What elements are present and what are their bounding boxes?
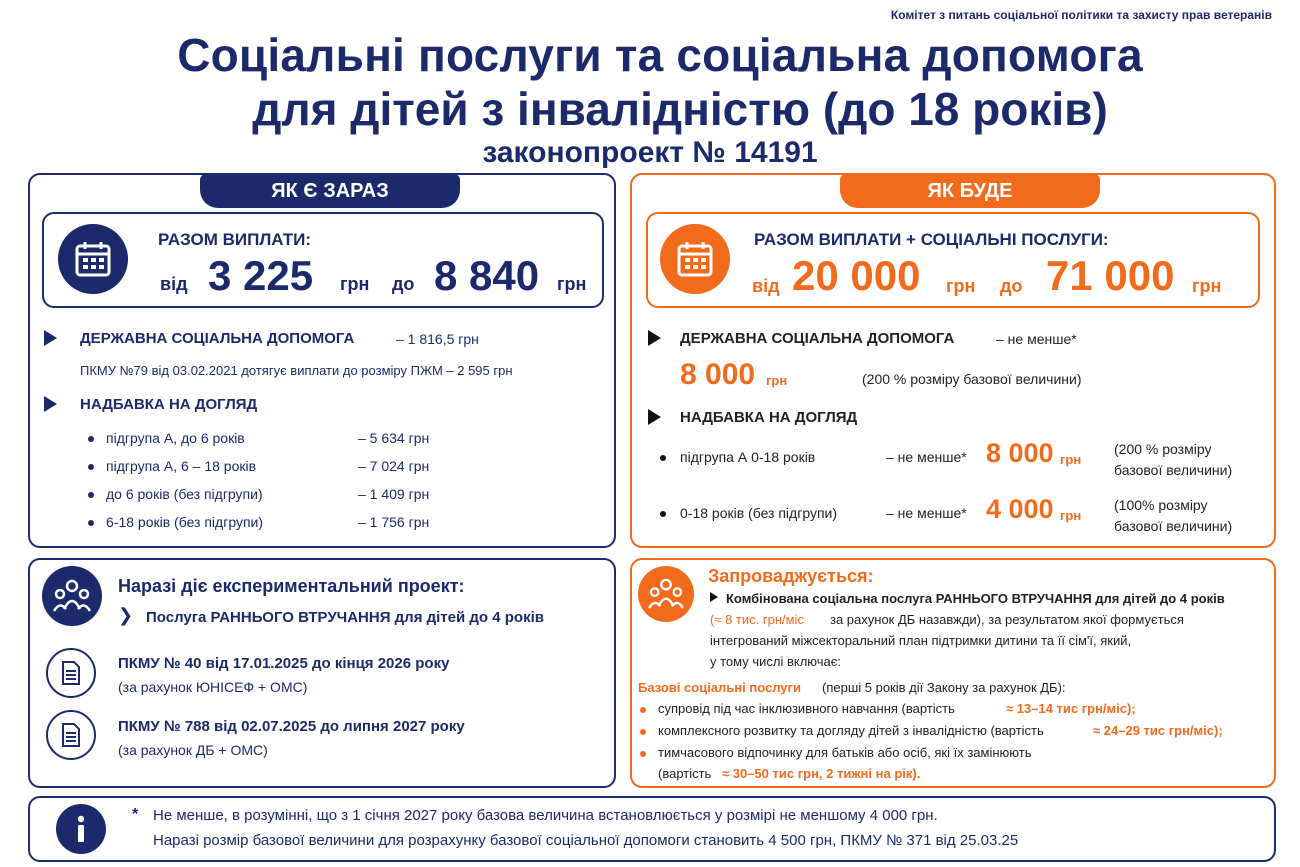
future-state-aid-suffix: – не менше* bbox=[996, 331, 1077, 347]
bullet bbox=[640, 729, 646, 735]
now-care-item-value: – 7 024 грн bbox=[358, 458, 430, 474]
now-from-word: від bbox=[160, 274, 188, 294]
introduced-item-cost: ≈ 13–14 тис грн/міс); bbox=[1006, 701, 1136, 716]
now-care-item-label: підгрупа А, до 6 років bbox=[106, 430, 245, 446]
future-care-item-value: 8 000 bbox=[986, 438, 1054, 468]
future-care-item-note2: базової величини) bbox=[1114, 462, 1233, 478]
introduced-basic-rest: (перші 5 років дії Закону за рахунок ДБ): bbox=[822, 680, 1066, 695]
page-title-line2: для дітей з інвалідністю (до 18 років) bbox=[252, 83, 1108, 135]
future-total-label: РАЗОМ ВИПЛАТИ + СОЦІАЛЬНІ ПОСЛУГИ: bbox=[754, 230, 1109, 249]
introduced-line3: інтегрований міжсекторальний план підтримки дитини та її сім'ї, який, bbox=[710, 633, 1132, 648]
now-currency-2: грн bbox=[557, 274, 587, 294]
experiment-doc1-title: ПКМУ № 40 від 17.01.2025 до кінця 2026 року bbox=[118, 655, 450, 672]
future-care-item-label: 0-18 років (без підгрупи) bbox=[680, 505, 838, 521]
now-to-value: 8 840 bbox=[434, 252, 540, 299]
future-care-label: НАДБАВКА НА ДОГЛЯД bbox=[680, 409, 858, 426]
calendar-icon bbox=[660, 224, 730, 294]
future-from-word: від bbox=[752, 276, 780, 296]
bullet bbox=[88, 436, 94, 442]
introduced-title: Запроваджується: bbox=[708, 566, 874, 586]
footnote-line1: Не менше, в розумінні, що з 1 січня 2027 року базова величина встановлюється у розмірі не меншому 4 000 грн. bbox=[153, 807, 938, 824]
now-state-aid-value: – 1 816,5 грн bbox=[396, 331, 479, 347]
calendar-icon bbox=[58, 224, 128, 294]
introduced-item-text: комплексного розвитку та догляду дітей з інвалідністю (вартість bbox=[658, 723, 1044, 738]
now-care-item-label: 6-18 років (без підгрупи) bbox=[106, 514, 264, 530]
footnote-star: * bbox=[132, 806, 139, 823]
page-title-line1: Соціальні послуги та соціальна допомога bbox=[177, 29, 1143, 81]
future-state-aid-value: 8 000 bbox=[680, 358, 756, 391]
bullet bbox=[88, 464, 94, 470]
future-care-item-currency: грн bbox=[1060, 508, 1082, 523]
future-care-item-prefix: – не менше* bbox=[886, 505, 967, 521]
play-triangle-icon bbox=[648, 330, 661, 346]
introduced-item-text: тимчасового відпочинку для батьків або осіб, які їх замінюють bbox=[658, 745, 1032, 760]
introduced-item3-cost: ≈ 30–50 тис грн, 2 тижні на рік). bbox=[722, 766, 921, 781]
experiment-doc1-sub: (за рахунок ЮНІСЕФ + ОМС) bbox=[118, 679, 308, 695]
experiment-title: Наразі діє експериментальний проект: bbox=[118, 576, 465, 596]
bullet bbox=[88, 492, 94, 498]
bill-number: законопроект № 14191 bbox=[482, 136, 818, 169]
introduced-item-cost: ≈ 24–29 тис грн/міс); bbox=[1093, 723, 1223, 738]
committee-name: Комітет з питань соціальної політики та захисту прав ветеранів bbox=[890, 8, 1272, 22]
future-care-item-note1: (200 % розміру bbox=[1114, 441, 1212, 457]
now-currency-1: грн bbox=[340, 274, 370, 294]
future-care-item-label: підгрупа А 0-18 років bbox=[680, 449, 816, 465]
future-state-aid-note: (200 % розміру базової величини) bbox=[862, 371, 1082, 387]
future-care-item-currency: грн bbox=[1060, 452, 1082, 467]
play-triangle-icon bbox=[710, 592, 718, 602]
future-to-value: 71 000 bbox=[1046, 252, 1175, 299]
bullet bbox=[660, 511, 666, 517]
footnote-line2: Наразі розмір базової величини для розрахунку базової соціальної допомоги становить 4 500 грн, ПКМУ № 371 від 25.03.25 bbox=[153, 832, 1019, 849]
future-currency-1: грн bbox=[946, 276, 976, 296]
now-total-label: РАЗОМ ВИПЛАТИ: bbox=[158, 230, 311, 249]
introduced-line4: у тому числі включає: bbox=[710, 654, 842, 669]
future-from-value: 20 000 bbox=[792, 252, 921, 299]
now-care-label: НАДБАВКА НА ДОГЛЯД bbox=[80, 396, 258, 413]
document-icon bbox=[46, 710, 96, 760]
bullet bbox=[88, 520, 94, 526]
now-tab: ЯК Є ЗАРАЗ bbox=[200, 174, 460, 208]
info-icon bbox=[56, 804, 106, 854]
now-to-word: до bbox=[392, 274, 415, 294]
now-care-item-value: – 1 409 грн bbox=[358, 486, 430, 502]
bullet bbox=[640, 707, 646, 713]
experiment-service: Послуга РАННЬОГО ВТРУЧАННЯ для дітей до 4 років bbox=[146, 609, 544, 626]
future-care-item-prefix: – не менше* bbox=[886, 449, 967, 465]
chevron-right-icon: ❯ bbox=[118, 605, 134, 625]
future-to-word: до bbox=[1000, 276, 1023, 296]
play-triangle-icon bbox=[648, 409, 661, 425]
future-tab: ЯК БУДЕ bbox=[840, 174, 1100, 208]
experiment-doc2-title: ПКМУ № 788 від 02.07.2025 до липня 2027 року bbox=[118, 718, 465, 735]
now-from-value: 3 225 bbox=[208, 252, 314, 299]
bullet bbox=[640, 751, 646, 757]
document-icon bbox=[46, 648, 96, 698]
now-care-item-label: підгрупа А, 6 – 18 років bbox=[106, 458, 257, 474]
bullet bbox=[660, 455, 666, 461]
now-care-item-value: – 1 756 грн bbox=[358, 514, 430, 530]
future-care-item-value: 4 000 bbox=[986, 494, 1054, 524]
experiment-doc2-sub: (за рахунок ДБ + ОМС) bbox=[118, 742, 268, 758]
introduced-line2-highlight: (≈ 8 тис. грн/міс bbox=[710, 612, 804, 627]
introduced-item-text: супровід під час інклюзивного навчання (вартість bbox=[658, 701, 955, 716]
now-care-item-value: – 5 634 грн bbox=[358, 430, 430, 446]
introduced-basic-label: Базові соціальні послуги bbox=[638, 680, 801, 695]
footnote-panel bbox=[28, 796, 1276, 862]
future-currency-2: грн bbox=[1192, 276, 1222, 296]
introduced-item3-prefix: (вартість bbox=[658, 766, 712, 781]
people-icon bbox=[42, 566, 102, 626]
now-pkmu-note: ПКМУ №79 від 03.02.2021 дотягує виплати до розміру ПЖМ – 2 595 грн bbox=[80, 363, 513, 378]
future-care-item-note1: (100% розміру bbox=[1114, 497, 1208, 513]
future-care-item-note2: базової величини) bbox=[1114, 518, 1233, 534]
introduced-line1: Комбінована соціальна послуга РАННЬОГО ВТРУЧАННЯ для дітей до 4 років bbox=[726, 591, 1225, 606]
play-triangle-icon bbox=[44, 330, 57, 346]
play-triangle-icon bbox=[44, 396, 57, 412]
people-icon bbox=[638, 566, 694, 622]
future-state-aid-currency: грн bbox=[766, 373, 788, 388]
introduced-line2-rest: за рахунок ДБ назавжди), за результатом якої формується bbox=[830, 612, 1184, 627]
future-state-aid-label: ДЕРЖАВНА СОЦІАЛЬНА ДОПОМОГА bbox=[680, 330, 955, 347]
now-state-aid-label: ДЕРЖАВНА СОЦІАЛЬНА ДОПОМОГА bbox=[80, 330, 355, 347]
now-care-item-label: до 6 років (без підгрупи) bbox=[106, 486, 263, 502]
